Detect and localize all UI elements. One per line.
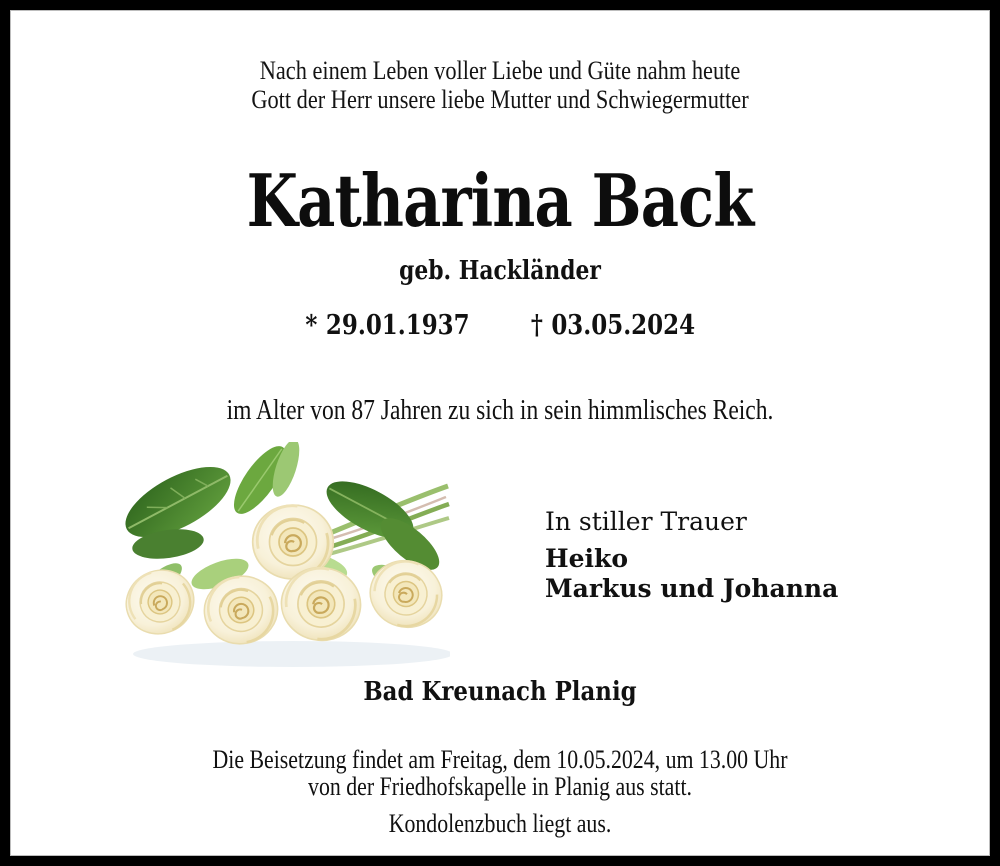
mourning-heading: In stiller Trauer <box>545 507 747 536</box>
funeral-info-line-2: von der Friedhofskapelle in Planig aus statt. <box>308 772 692 801</box>
maiden-name-text: geb. Hackländer <box>399 256 601 286</box>
deceased-name <box>10 160 990 242</box>
funeral-info <box>10 746 990 800</box>
age-line-text: im Alter von 87 Jahren zu sich in sein himmlisches Reich. <box>226 395 774 426</box>
age-line <box>10 394 990 428</box>
condolence-line-text: Kondolenzbuch liegt aus. <box>388 809 612 838</box>
birth-star-icon: * <box>305 310 318 341</box>
death-date-text: 03.05.2024 <box>551 310 695 341</box>
condolence-line <box>10 810 990 838</box>
birth-date <box>305 310 469 342</box>
birth-date-text: 29.01.1937 <box>325 310 470 341</box>
place-line <box>10 676 990 708</box>
mourners-block <box>545 507 838 604</box>
death-date <box>531 310 695 342</box>
mourner-name-2: Markus und Johanna <box>545 574 839 603</box>
life-dates <box>10 310 990 342</box>
mourner-name-1: Heiko <box>545 544 629 573</box>
intro-line-1: Nach einem Leben voller Liebe und Güte nahm heute <box>259 56 741 85</box>
death-cross-icon: † <box>530 310 543 341</box>
intro-line-2: Gott der Herr unsere liebe Mutter und Schwiegermutter <box>251 85 749 114</box>
intro-text <box>10 56 990 114</box>
white-roses-image <box>108 442 450 676</box>
maiden-name <box>10 256 990 286</box>
funeral-info-line-1: Die Beisetzung findet am Freitag, dem 10.05.2024, um 13.00 Uhr <box>212 745 788 774</box>
place-line-text: Bad Kreunach Planig <box>363 677 637 707</box>
deceased-name-text: Katharina Back <box>246 158 754 243</box>
